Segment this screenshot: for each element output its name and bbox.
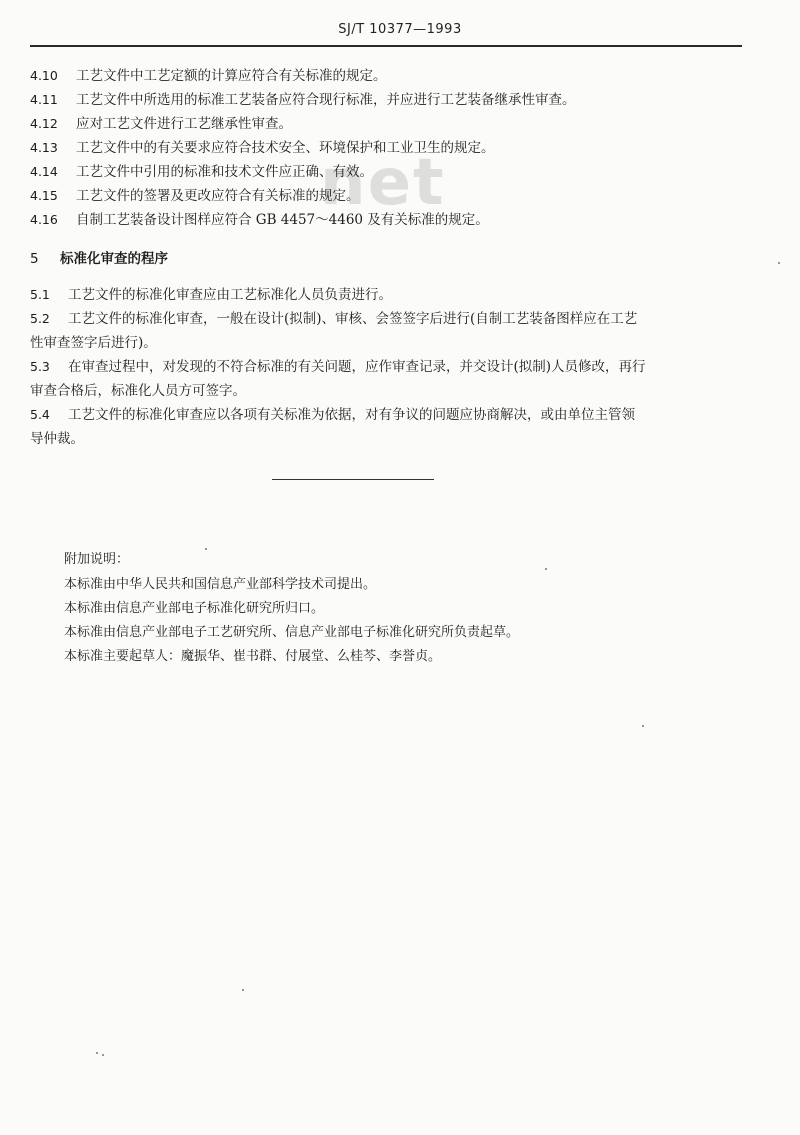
scan-speck <box>545 568 547 570</box>
clause-number: 4.12 <box>30 116 58 131</box>
scan-speck <box>242 989 244 991</box>
clause-5-1 <box>30 283 744 307</box>
header-rule <box>30 45 742 47</box>
note-line-3: 本标准由信息产业部电子工艺研究所、信息产业部电子标准化研究所负责起草。 <box>64 625 520 640</box>
note-line-1: 本标准由中华人民共和国信息产业部科学技术司提出。 <box>64 577 377 592</box>
clause-number: 4.11 <box>30 92 58 107</box>
clause-number: 4.10 <box>30 68 58 83</box>
clause-number: 5.1 <box>30 287 50 302</box>
scan-speck <box>96 1052 98 1054</box>
section-5-heading <box>30 247 168 267</box>
note-line-2: 本标准由信息产业部电子标准化研究所归口。 <box>64 601 325 616</box>
clause-4-10 <box>30 64 750 88</box>
clause-number: 4.15 <box>30 188 58 203</box>
clause-text: 工艺文件中引用的标准和技术文件应正确、有效。 <box>76 164 373 180</box>
notes-heading: 附加说明： <box>64 552 130 567</box>
clause-number: 5.3 <box>30 359 50 374</box>
clause-text: 工艺文件中的有关要求应符合技术安全、环境保护和工业卫生的规定。 <box>76 140 495 156</box>
clause-4-13 <box>30 136 750 160</box>
clause-number: 4.14 <box>30 164 58 179</box>
clause-text-line1: 工艺文件的标准化审查应以各项有关标准为依据，对有争议的问题应协商解决，或由单位主管领 <box>68 407 635 423</box>
scan-speck <box>205 548 207 550</box>
clause-4-11 <box>30 88 750 112</box>
clause-5-2 <box>30 307 744 355</box>
section-number: 5 <box>30 251 39 267</box>
standard-code-header: SJ/T 10377—1993 <box>338 22 462 37</box>
clause-number: 5.4 <box>30 407 50 422</box>
clause-text-line2: 性审查签字后进行)。 <box>30 335 157 351</box>
section-title: 标准化审查的程序 <box>60 251 168 267</box>
clause-text: 工艺文件的签署及更改应符合有关标准的规定。 <box>76 188 360 204</box>
note-line-4: 本标准主要起草人：魔振华、崔书群、付展堂、么桂芩、李誉贞。 <box>64 649 442 664</box>
clause-number: 4.13 <box>30 140 58 155</box>
clause-text: 应对工艺文件进行工艺继承性审查。 <box>76 116 292 132</box>
clause-text: 工艺文件中所选用的标准工艺装备应符合现行标准，并应进行工艺装备继承性审查。 <box>76 92 576 108</box>
scan-speck <box>778 262 780 264</box>
scan-speck <box>102 1054 104 1056</box>
clause-text: 自制工艺装备设计图样应符合 GB 4457～4460 及有关标准的规定。 <box>76 212 489 228</box>
clause-text: 工艺文件中工艺定额的计算应符合有关标准的规定。 <box>76 68 387 84</box>
clause-4-16 <box>30 208 750 232</box>
clause-4-15 <box>30 184 750 208</box>
clause-text-line1: 在审查过程中，对发现的不符合标准的有关问题，应作审查记录，并交设计(拟制)人员修改，再行 <box>68 359 646 375</box>
clause-text-line2: 导仲裁。 <box>30 431 84 447</box>
end-rule <box>272 479 434 480</box>
watermark-text: net <box>320 146 446 220</box>
clause-number: 4.16 <box>30 212 58 227</box>
clause-5-4 <box>30 403 744 451</box>
scan-speck <box>642 725 644 727</box>
clause-number: 5.2 <box>30 311 50 326</box>
clause-4-12 <box>30 112 750 136</box>
clause-text-line1: 工艺文件的标准化审查，一般在设计(拟制)、审核、会签签字后进行(自制工艺装备图样应在工艺 <box>68 311 638 327</box>
clause-4-14 <box>30 160 750 184</box>
clause-text: 工艺文件的标准化审查应由工艺标准化人员负责进行。 <box>68 287 392 303</box>
clause-5-3 <box>30 355 744 403</box>
clause-text-line2: 审查合格后，标准化人员方可签字。 <box>30 383 246 399</box>
